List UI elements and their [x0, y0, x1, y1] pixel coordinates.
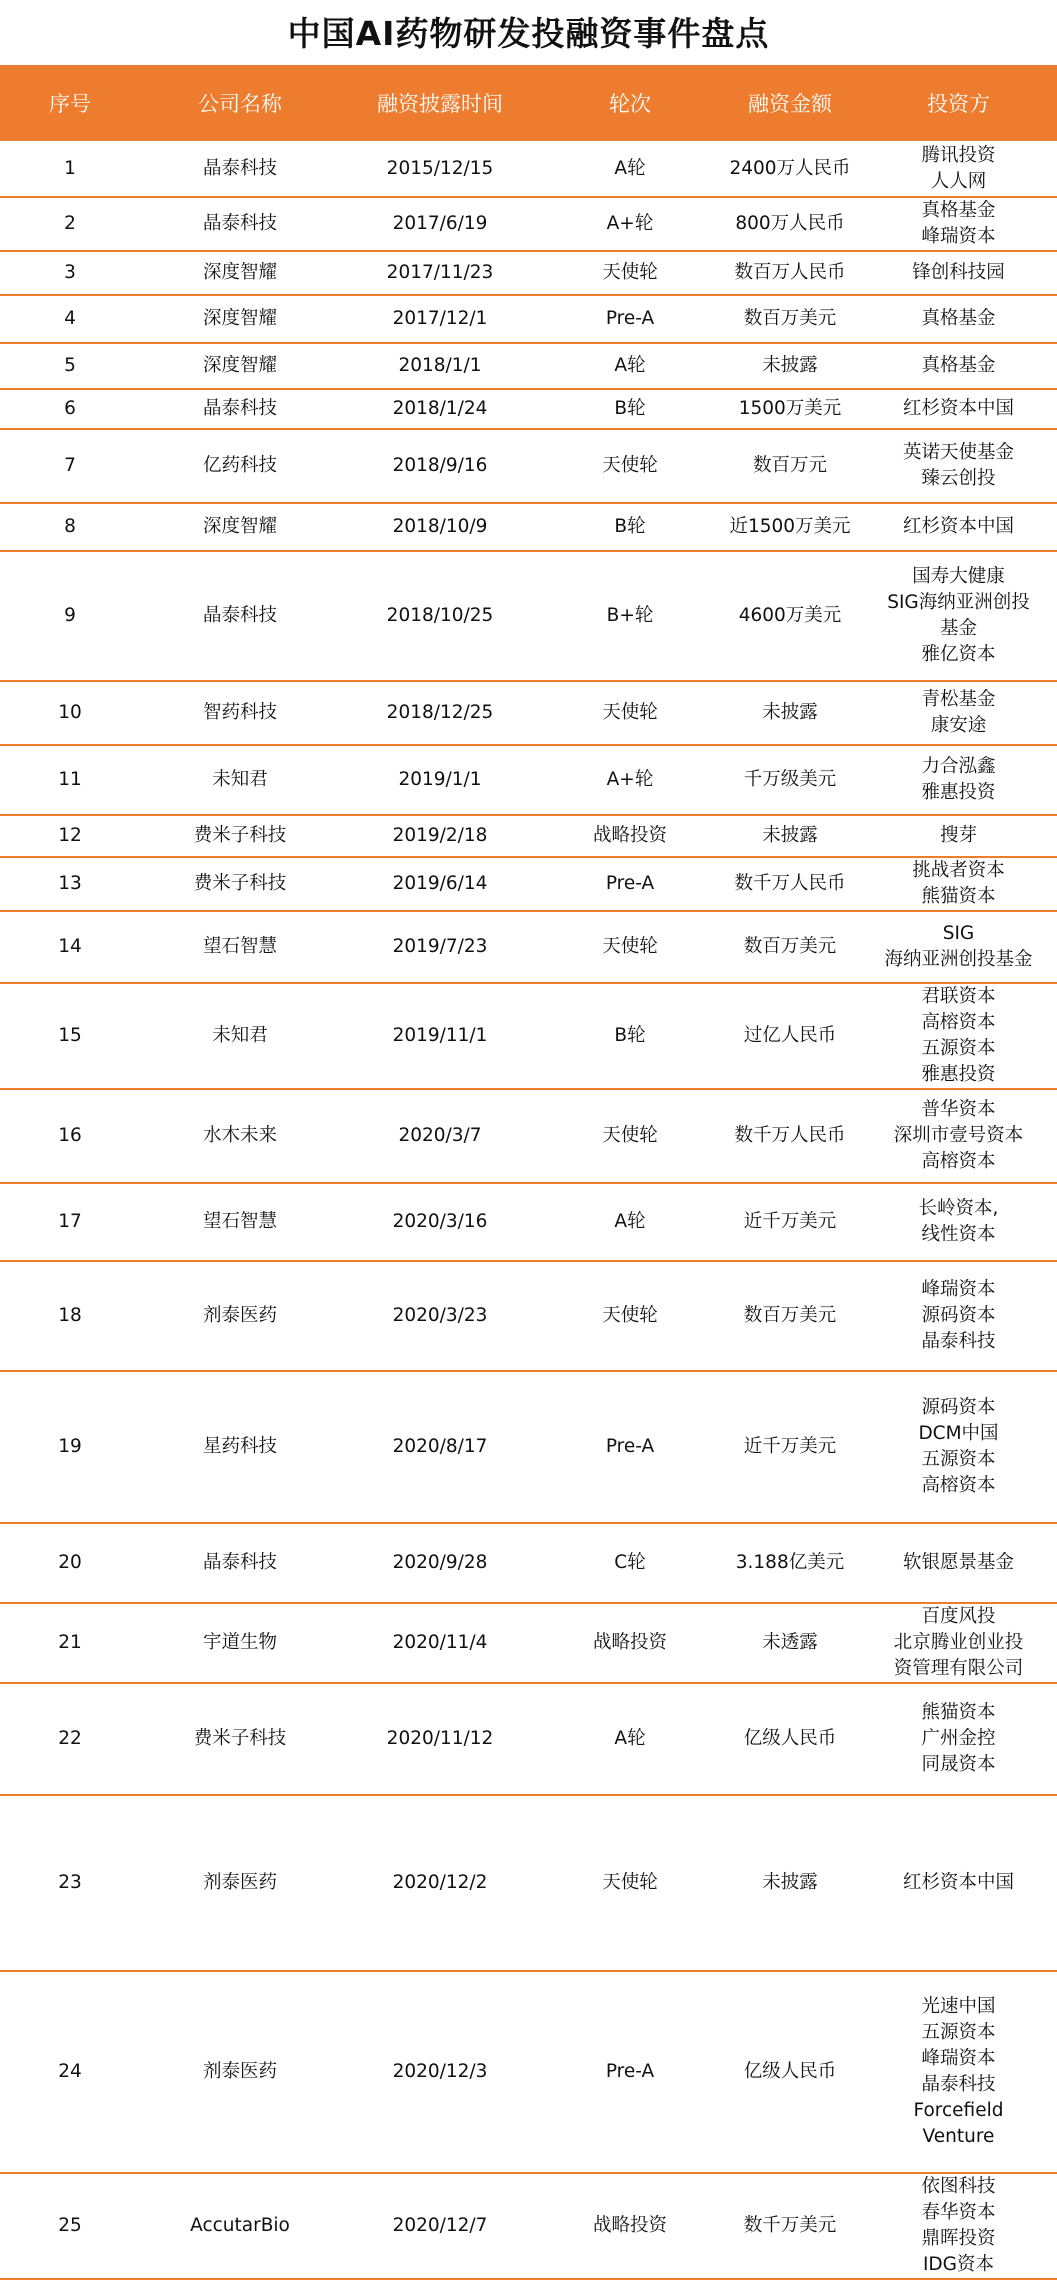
disclosure-date-cell: 2018/1/24 — [340, 389, 540, 429]
funding-amount-cell: 近千万美元 — [720, 1183, 860, 1261]
disclosure-date-cell: 2017/12/1 — [340, 295, 540, 343]
company-name-cell: 晶泰科技 — [140, 141, 340, 197]
funding-round-cell: 天使轮 — [540, 1795, 720, 1971]
table-row — [0, 1971, 1057, 2173]
company-name-cell: 剂泰医药 — [140, 1795, 340, 1971]
row-index-cell: 21 — [0, 1603, 140, 1683]
header-date: 融资披露时间 — [340, 65, 540, 141]
company-name-cell: 费米子科技 — [140, 815, 340, 857]
funding-amount-cell: 未透露 — [720, 1603, 860, 1683]
table-header-row — [0, 65, 1057, 141]
investors-cell: 红杉资本中国 — [860, 389, 1057, 429]
row-index-cell: 12 — [0, 815, 140, 857]
funding-amount-cell: 亿级人民币 — [720, 1683, 860, 1795]
table-row — [0, 1183, 1057, 1261]
row-index-cell: 17 — [0, 1183, 140, 1261]
company-name-cell: 晶泰科技 — [140, 197, 340, 251]
company-name-cell: 剂泰医药 — [140, 1971, 340, 2173]
funding-amount-cell: 近1500万美元 — [720, 503, 860, 551]
table-row — [0, 389, 1057, 429]
funding-amount-cell: 未披露 — [720, 681, 860, 745]
disclosure-date-cell: 2018/10/25 — [340, 551, 540, 681]
funding-amount-cell: 数百万美元 — [720, 1261, 860, 1371]
row-index-cell: 8 — [0, 503, 140, 551]
funding-amount-cell: 未披露 — [720, 815, 860, 857]
funding-amount-cell: 未披露 — [720, 1795, 860, 1971]
disclosure-date-cell: 2019/2/18 — [340, 815, 540, 857]
funding-amount-cell: 数百万美元 — [720, 295, 860, 343]
funding-round-cell: B轮 — [540, 983, 720, 1089]
investors-cell: 红杉资本中国 — [860, 1795, 1057, 1971]
funding-amount-cell: 未披露 — [720, 343, 860, 389]
row-index-cell: 20 — [0, 1523, 140, 1603]
table-row — [0, 1371, 1057, 1523]
funding-amount-cell: 数百万元 — [720, 429, 860, 503]
company-name-cell: 亿药科技 — [140, 429, 340, 503]
row-index-cell: 25 — [0, 2173, 140, 2279]
funding-round-cell: Pre-A — [540, 295, 720, 343]
table-body — [0, 141, 1057, 2279]
investors-cell: 国寿大健康 SIG海纳亚洲创投 基金 雅亿资本 — [860, 551, 1057, 681]
investors-cell: 腾讯投资 人人网 — [860, 141, 1057, 197]
table-row — [0, 1089, 1057, 1183]
disclosure-date-cell: 2018/12/25 — [340, 681, 540, 745]
funding-amount-cell: 数千万人民币 — [720, 1089, 860, 1183]
funding-amount-cell: 亿级人民币 — [720, 1971, 860, 2173]
table-row — [0, 551, 1057, 681]
company-name-cell: 望石智慧 — [140, 1183, 340, 1261]
company-name-cell: 未知君 — [140, 983, 340, 1089]
row-index-cell: 7 — [0, 429, 140, 503]
disclosure-date-cell: 2020/8/17 — [340, 1371, 540, 1523]
investors-cell: 依图科技 春华资本 鼎晖投资 IDG资本 — [860, 2173, 1057, 2279]
row-index-cell: 1 — [0, 141, 140, 197]
row-index-cell: 9 — [0, 551, 140, 681]
investors-cell: 挑战者资本 熊猫资本 — [860, 857, 1057, 911]
row-index-cell: 15 — [0, 983, 140, 1089]
table-row — [0, 745, 1057, 815]
funding-round-cell: B轮 — [540, 503, 720, 551]
page-title: 中国AI药物研发投融资事件盘点 — [287, 14, 770, 53]
funding-round-cell: B+轮 — [540, 551, 720, 681]
company-name-cell: 晶泰科技 — [140, 1523, 340, 1603]
investors-cell: 力合泓鑫 雅惠投资 — [860, 745, 1057, 815]
investors-cell: 英诺天使基金 臻云创投 — [860, 429, 1057, 503]
disclosure-date-cell: 2020/11/12 — [340, 1683, 540, 1795]
table-row — [0, 197, 1057, 251]
disclosure-date-cell: 2020/3/23 — [340, 1261, 540, 1371]
table-row — [0, 857, 1057, 911]
investors-cell: 长岭资本, 线性资本 — [860, 1183, 1057, 1261]
header-amount: 融资金额 — [720, 65, 860, 141]
disclosure-date-cell: 2020/9/28 — [340, 1523, 540, 1603]
investors-cell: SIG 海纳亚洲创投基金 — [860, 911, 1057, 983]
disclosure-date-cell: 2018/9/16 — [340, 429, 540, 503]
funding-round-cell: A+轮 — [540, 745, 720, 815]
header-round: 轮次 — [540, 65, 720, 141]
funding-round-cell: 天使轮 — [540, 429, 720, 503]
company-name-cell: 费米子科技 — [140, 1683, 340, 1795]
disclosure-date-cell: 2019/7/23 — [340, 911, 540, 983]
investors-cell: 真格基金 峰瑞资本 — [860, 197, 1057, 251]
table-row — [0, 141, 1057, 197]
disclosure-date-cell: 2018/10/9 — [340, 503, 540, 551]
funding-round-cell: A轮 — [540, 1183, 720, 1261]
investors-cell: 光速中国 五源资本 峰瑞资本 晶泰科技 Forcefield Venture — [860, 1971, 1057, 2173]
table-row — [0, 1795, 1057, 1971]
disclosure-date-cell: 2019/11/1 — [340, 983, 540, 1089]
funding-round-cell: 天使轮 — [540, 251, 720, 295]
table-row — [0, 251, 1057, 295]
funding-amount-cell: 1500万美元 — [720, 389, 860, 429]
row-index-cell: 23 — [0, 1795, 140, 1971]
company-name-cell: 星药科技 — [140, 1371, 340, 1523]
company-name-cell: 智药科技 — [140, 681, 340, 745]
row-index-cell: 6 — [0, 389, 140, 429]
company-name-cell: 深度智耀 — [140, 343, 340, 389]
investors-cell: 真格基金 — [860, 343, 1057, 389]
row-index-cell: 24 — [0, 1971, 140, 2173]
disclosure-date-cell: 2015/12/15 — [340, 141, 540, 197]
disclosure-date-cell: 2020/12/7 — [340, 2173, 540, 2279]
funding-amount-cell: 2400万人民币 — [720, 141, 860, 197]
funding-round-cell: Pre-A — [540, 1371, 720, 1523]
investors-cell: 红杉资本中国 — [860, 503, 1057, 551]
financing-table — [0, 65, 1057, 2280]
investors-cell: 青松基金 康安途 — [860, 681, 1057, 745]
company-name-cell: 宇道生物 — [140, 1603, 340, 1683]
company-name-cell: 晶泰科技 — [140, 551, 340, 681]
row-index-cell: 16 — [0, 1089, 140, 1183]
table-row — [0, 911, 1057, 983]
table-row — [0, 429, 1057, 503]
funding-amount-cell: 过亿人民币 — [720, 983, 860, 1089]
table-row — [0, 1683, 1057, 1795]
row-index-cell: 4 — [0, 295, 140, 343]
table-row — [0, 1603, 1057, 1683]
row-index-cell: 2 — [0, 197, 140, 251]
funding-round-cell: A轮 — [540, 1683, 720, 1795]
row-index-cell: 5 — [0, 343, 140, 389]
company-name-cell: 深度智耀 — [140, 251, 340, 295]
row-index-cell: 3 — [0, 251, 140, 295]
funding-round-cell: A轮 — [540, 141, 720, 197]
funding-round-cell: 天使轮 — [540, 911, 720, 983]
company-name-cell: 深度智耀 — [140, 503, 340, 551]
header-investors: 投资方 — [860, 65, 1057, 141]
investors-cell: 君联资本 高榕资本 五源资本 雅惠投资 — [860, 983, 1057, 1089]
table-row — [0, 681, 1057, 745]
funding-round-cell: A+轮 — [540, 197, 720, 251]
funding-round-cell: 战略投资 — [540, 2173, 720, 2279]
disclosure-date-cell: 2017/6/19 — [340, 197, 540, 251]
investors-cell: 熊猫资本 广州金控 同晟资本 — [860, 1683, 1057, 1795]
funding-amount-cell: 千万级美元 — [720, 745, 860, 815]
investors-cell: 源码资本 DCM中国 五源资本 高榕资本 — [860, 1371, 1057, 1523]
company-name-cell: 未知君 — [140, 745, 340, 815]
company-name-cell: AccutarBio — [140, 2173, 340, 2279]
investors-cell: 锋创科技园 — [860, 251, 1057, 295]
funding-round-cell: C轮 — [540, 1523, 720, 1603]
investors-cell: 软银愿景基金 — [860, 1523, 1057, 1603]
funding-round-cell: 天使轮 — [540, 1261, 720, 1371]
company-name-cell: 望石智慧 — [140, 911, 340, 983]
table-row — [0, 1523, 1057, 1603]
disclosure-date-cell: 2020/11/4 — [340, 1603, 540, 1683]
row-index-cell: 13 — [0, 857, 140, 911]
funding-round-cell: B轮 — [540, 389, 720, 429]
investors-cell: 普华资本 深圳市壹号资本 高榕资本 — [860, 1089, 1057, 1183]
table-row — [0, 1261, 1057, 1371]
funding-round-cell: A轮 — [540, 343, 720, 389]
funding-amount-cell: 数百万美元 — [720, 911, 860, 983]
header-company: 公司名称 — [140, 65, 340, 141]
funding-amount-cell: 数千万美元 — [720, 2173, 860, 2279]
company-name-cell: 晶泰科技 — [140, 389, 340, 429]
funding-amount-cell: 数百万人民币 — [720, 251, 860, 295]
table-row — [0, 2173, 1057, 2279]
funding-amount-cell: 3.188亿美元 — [720, 1523, 860, 1603]
funding-amount-cell: 800万人民币 — [720, 197, 860, 251]
disclosure-date-cell: 2020/12/2 — [340, 1795, 540, 1971]
table-row — [0, 295, 1057, 343]
row-index-cell: 10 — [0, 681, 140, 745]
disclosure-date-cell: 2019/6/14 — [340, 857, 540, 911]
company-name-cell: 水木未来 — [140, 1089, 340, 1183]
funding-amount-cell: 4600万美元 — [720, 551, 860, 681]
row-index-cell: 18 — [0, 1261, 140, 1371]
investors-cell: 百度风投 北京腾业创业投 资管理有限公司 — [860, 1603, 1057, 1683]
disclosure-date-cell: 2018/1/1 — [340, 343, 540, 389]
funding-round-cell: Pre-A — [540, 1971, 720, 2173]
disclosure-date-cell: 2017/11/23 — [340, 251, 540, 295]
company-name-cell: 费米子科技 — [140, 857, 340, 911]
table-row — [0, 343, 1057, 389]
company-name-cell: 剂泰医药 — [140, 1261, 340, 1371]
funding-round-cell: 天使轮 — [540, 1089, 720, 1183]
funding-round-cell: Pre-A — [540, 857, 720, 911]
investors-cell: 真格基金 — [860, 295, 1057, 343]
funding-round-cell: 战略投资 — [540, 815, 720, 857]
funding-amount-cell: 数千万人民币 — [720, 857, 860, 911]
row-index-cell: 14 — [0, 911, 140, 983]
disclosure-date-cell: 2020/3/7 — [340, 1089, 540, 1183]
company-name-cell: 深度智耀 — [140, 295, 340, 343]
funding-round-cell: 战略投资 — [540, 1603, 720, 1683]
investors-cell: 峰瑞资本 源码资本 晶泰科技 — [860, 1261, 1057, 1371]
row-index-cell: 22 — [0, 1683, 140, 1795]
table-row — [0, 503, 1057, 551]
header-index: 序号 — [0, 65, 140, 141]
disclosure-date-cell: 2020/12/3 — [340, 1971, 540, 2173]
row-index-cell: 11 — [0, 745, 140, 815]
table-row — [0, 815, 1057, 857]
funding-amount-cell: 近千万美元 — [720, 1371, 860, 1523]
investors-cell: 搜芽 — [860, 815, 1057, 857]
row-index-cell: 19 — [0, 1371, 140, 1523]
table-row — [0, 983, 1057, 1089]
disclosure-date-cell: 2019/1/1 — [340, 745, 540, 815]
funding-round-cell: 天使轮 — [540, 681, 720, 745]
disclosure-date-cell: 2020/3/16 — [340, 1183, 540, 1261]
